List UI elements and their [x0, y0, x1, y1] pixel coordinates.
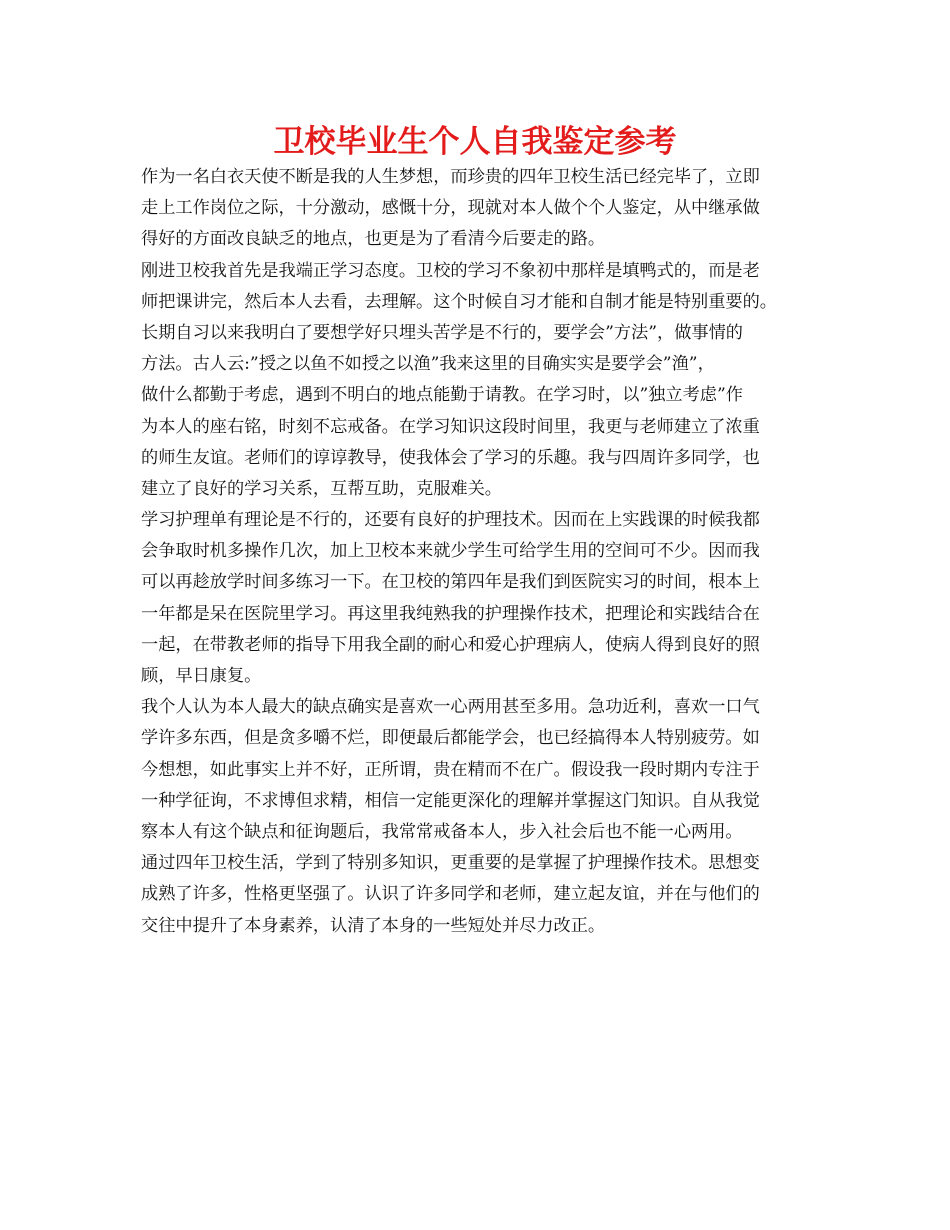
text-line: 师把课讲完，然后本人去看，去理解。这个时候自习才能和自制才能是特别重要的。: [141, 291, 777, 312]
document-title: 卫校毕业生个人自我鉴定参考: [273, 124, 677, 160]
text-line: 学许多东西，但是贪多嚼不烂，即便最后都能学会，也已经搞得本人特别疲劳。如: [141, 728, 760, 749]
text-line: 刚进卫校我首先是我端正学习态度。卫校的学习不象初中那样是填鸭式的，而是老: [141, 260, 760, 281]
paragraph-5: [141, 848, 827, 942]
paragraph-3: [141, 505, 827, 692]
paragraph-1: [141, 162, 827, 256]
text-line: 通过四年卫校生活，学到了特别多知识，更重要的是掌握了护理操作技术。思想变: [141, 853, 760, 874]
text-line: 一年都是呆在医院里学习。再这里我纯熟我的护理操作技术，把理论和实践结合在: [141, 603, 760, 624]
text-line: 建立了良好的学习关系，互帮互助，克服难关。: [141, 478, 502, 499]
text-line: 可以再趁放学时间多练习一下。在卫校的第四年是我们到医院实习的时间，根本上: [141, 572, 760, 593]
text-line: 察本人有这个缺点和征询题后，我常常戒备本人，步入社会后也不能一心两用。: [141, 821, 743, 842]
text-line: 作为一名白衣天使不断是我的人生梦想，而珍贵的四年卫校生活已经完毕了，立即: [141, 167, 760, 187]
text-line: 为本人的座右铭，时刻不忘戒备。在学习知识这段时间里，我更与老师建立了浓重: [141, 416, 760, 437]
text-line: 我个人认为本人最大的缺点确实是喜欢一心两用甚至多用。急功近利，喜欢一口气: [141, 697, 760, 718]
text-line: 走上工作岗位之际，十分激动，感慨十分，现就对本人做个个人鉴定，从中继承做: [141, 198, 760, 219]
text-line: 做什么都勤于考虑，遇到不明白的地点能勤于请教。在学习时，以”独立考虑”作: [141, 385, 743, 406]
paragraph-4: [141, 692, 827, 848]
text-line: 顾，早日康复。: [141, 666, 262, 686]
text-line: 今想想，如此事实上并不好，正所谓，贵在精而不在广。假设我一段时期内专注于: [141, 759, 760, 780]
paragraph-2: [141, 256, 827, 506]
text-line: 学习护理单有理论是不行的，还要有良好的护理技术。因而在上实践课的时候我都: [141, 510, 760, 531]
text-line: 长期自习以来我明白了要想学好只埋头苦学是不行的，要学会”方法”，做事情的: [141, 322, 743, 343]
text-line: 方法。古人云:”授之以鱼不如授之以渔”我来这里的目确实实是要学会”渔”，: [141, 354, 715, 375]
text-line: 交往中提升了本身素养，认清了本身的一些短处并尽力改正。: [141, 915, 606, 936]
text-line: 的师生友谊。老师们的谆谆教导，使我体会了学习的乐趣。我与四周许多同学，也: [141, 447, 760, 468]
text-line: 成熟了许多，性格更坚强了。认识了许多同学和老师，建立起友谊，并在与他们的: [141, 884, 760, 905]
document-body: [141, 162, 827, 942]
text-line: 得好的方面改良缺乏的地点，也更是为了看清今后要走的路。: [141, 229, 606, 250]
text-line: 一种学征询，不求博但求精，相信一定能更深化的理解并掌握这门知识。自从我觉: [141, 790, 760, 811]
text-line: 会争取时机多操作几次，加上卫校本来就少学生可给学生用的空间可不少。因而我: [141, 541, 760, 562]
text-line: 一起，在带教老师的指导下用我全副的耐心和爱心护理病人，使病人得到良好的照: [141, 634, 760, 655]
